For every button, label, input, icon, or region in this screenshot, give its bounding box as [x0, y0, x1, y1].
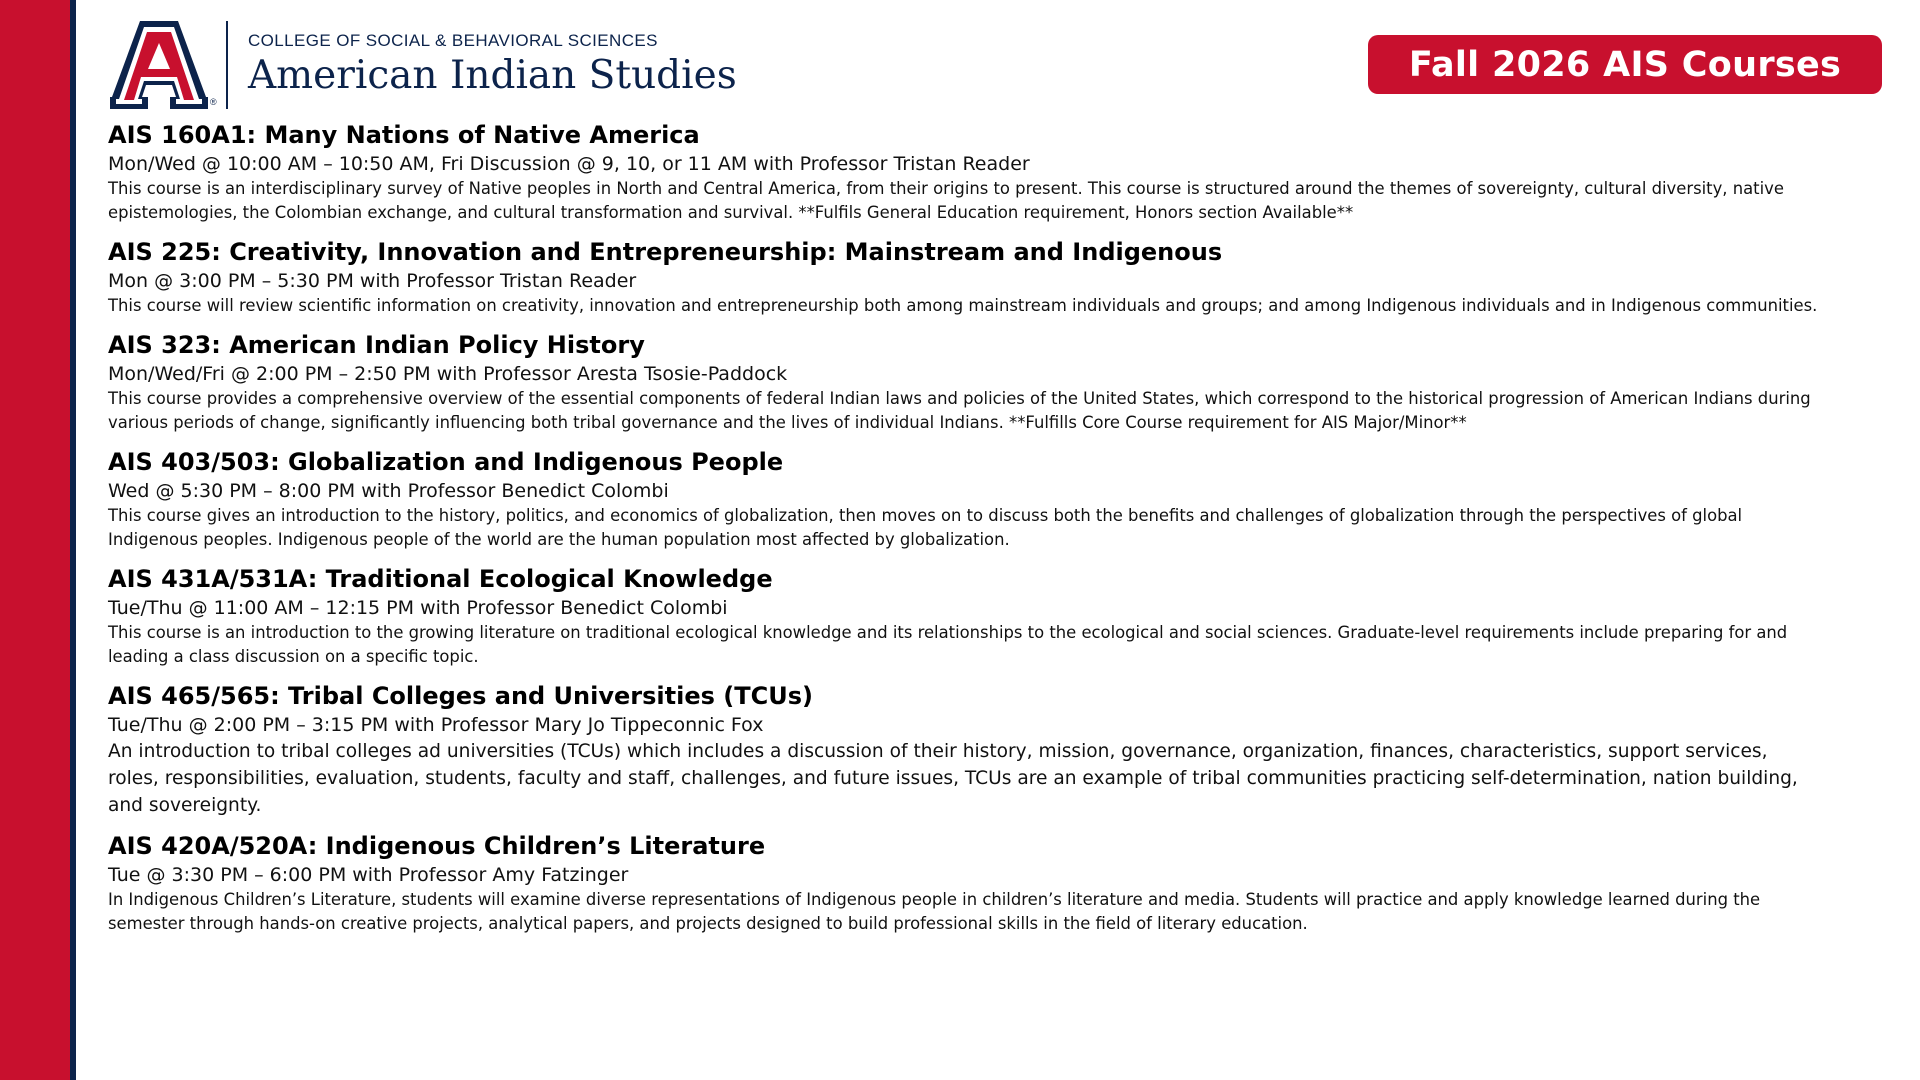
- course-schedule: Mon/Wed @ 10:00 AM – 10:50 AM, Fri Discussion @ 9, 10, or 11 AM with Professor Tristan Reader: [108, 153, 1030, 175]
- course-description: In Indigenous Children’s Literature, students will examine diverse representations of Indigenous people in children’s literature and media. Students will practice and apply knowledge learned during the semester through hands-on creative projects, analytical papers, and projects designed to build professional skills in the field of literary education.: [108, 890, 1761, 933]
- header: [110, 18, 737, 112]
- course-list: [108, 119, 1823, 947]
- course-entry: [108, 830, 1823, 936]
- course-title: AIS 160A1: Many Nations of Native America: [108, 121, 700, 149]
- course-schedule: Tue/Thu @ 2:00 PM – 3:15 PM with Professor Mary Jo Tippeconnic Fox: [108, 714, 764, 736]
- left-red-bar: [0, 0, 70, 1080]
- course-title: AIS 431A/531A: Traditional Ecological Knowledge: [108, 565, 773, 593]
- course-description: This course provides a comprehensive overview of the essential components of federal Indian laws and policies of the United States, which correspond to the historical progression of American Indians during various periods of change, significantly influencing both tribal governance and the lives of individual Indians. **Fulfills Core Course requirement for AIS Major/Minor**: [108, 389, 1811, 432]
- course-title: AIS 465/565: Tribal Colleges and Universities (TCUs): [108, 682, 813, 710]
- course-description: This course will review scientific information on creativity, innovation and entrepreneurship both among mainstream individuals and groups; and among Indigenous individuals and in Indigenous communities.: [108, 296, 1818, 315]
- registered-mark: ®: [210, 97, 217, 107]
- course-entry: [108, 446, 1823, 552]
- course-entry: [108, 119, 1823, 225]
- course-title: AIS 420A/520A: Indigenous Children’s Literature: [108, 832, 766, 860]
- course-description: An introduction to tribal colleges ad universities (TCUs) which includes a discussion of their history, mission, governance, organization, finances, characteristics, support services, roles, responsibilities, evaluation, students, faculty and staff, challenges, and future issues, TCUs are an example of tribal communities practicing self-determination, nation building, and sovereignty.: [108, 741, 1798, 816]
- course-description: This course gives an introduction to the history, politics, and economics of globalization, then moves on to discuss both the benefits and challenges of globalization through the perspectives of global Indigenous peoples. Indigenous people of the world are the human population most affected by globalization.: [108, 506, 1743, 549]
- course-title: AIS 403/503: Globalization and Indigenous People: [108, 448, 784, 476]
- header-text: [248, 31, 737, 99]
- course-title: AIS 225: Creativity, Innovation and Entrepreneurship: Mainstream and Indigenous: [108, 238, 1223, 266]
- left-navy-stripe: [70, 0, 76, 1080]
- semester-badge: Fall 2026 AIS Courses: [1368, 35, 1882, 94]
- course-schedule: Mon/Wed/Fri @ 2:00 PM – 2:50 PM with Professor Aresta Tsosie-Paddock: [108, 363, 788, 385]
- course-entry: [108, 236, 1823, 318]
- course-entry: [108, 680, 1823, 819]
- course-schedule: Wed @ 5:30 PM – 8:00 PM with Professor Benedict Colombi: [108, 480, 669, 502]
- course-entry: [108, 563, 1823, 669]
- course-schedule: Mon @ 3:00 PM – 5:30 PM with Professor Tristan Reader: [108, 270, 637, 292]
- department-name: American Indian Studies: [248, 53, 737, 98]
- course-schedule: Tue @ 3:30 PM – 6:00 PM with Professor Amy Fatzinger: [108, 864, 629, 886]
- course-schedule: Tue/Thu @ 11:00 AM – 12:15 PM with Professor Benedict Colombi: [108, 597, 728, 619]
- college-name: COLLEGE OF SOCIAL & BEHAVIORAL SCIENCES: [248, 31, 658, 50]
- course-description: This course is an interdisciplinary survey of Native peoples in North and Central America, from their origins to present. This course is structured around the themes of sovereignty, cultural diversity, native epistemologies, the Colombian exchange, and cultural transformation and survival. **Fulfils General Education requirement, Honors section Available**: [108, 179, 1784, 222]
- course-title: AIS 323: American Indian Policy History: [108, 331, 645, 359]
- university-of-arizona-a-logo-icon: [110, 19, 217, 111]
- header-divider: [226, 21, 228, 109]
- course-entry: [108, 329, 1823, 435]
- course-description: This course is an introduction to the growing literature on traditional ecological knowledge and its relationships to the ecological and social sciences. Graduate-level requirements include preparing for and leading a class discussion on a specific topic.: [108, 623, 1788, 666]
